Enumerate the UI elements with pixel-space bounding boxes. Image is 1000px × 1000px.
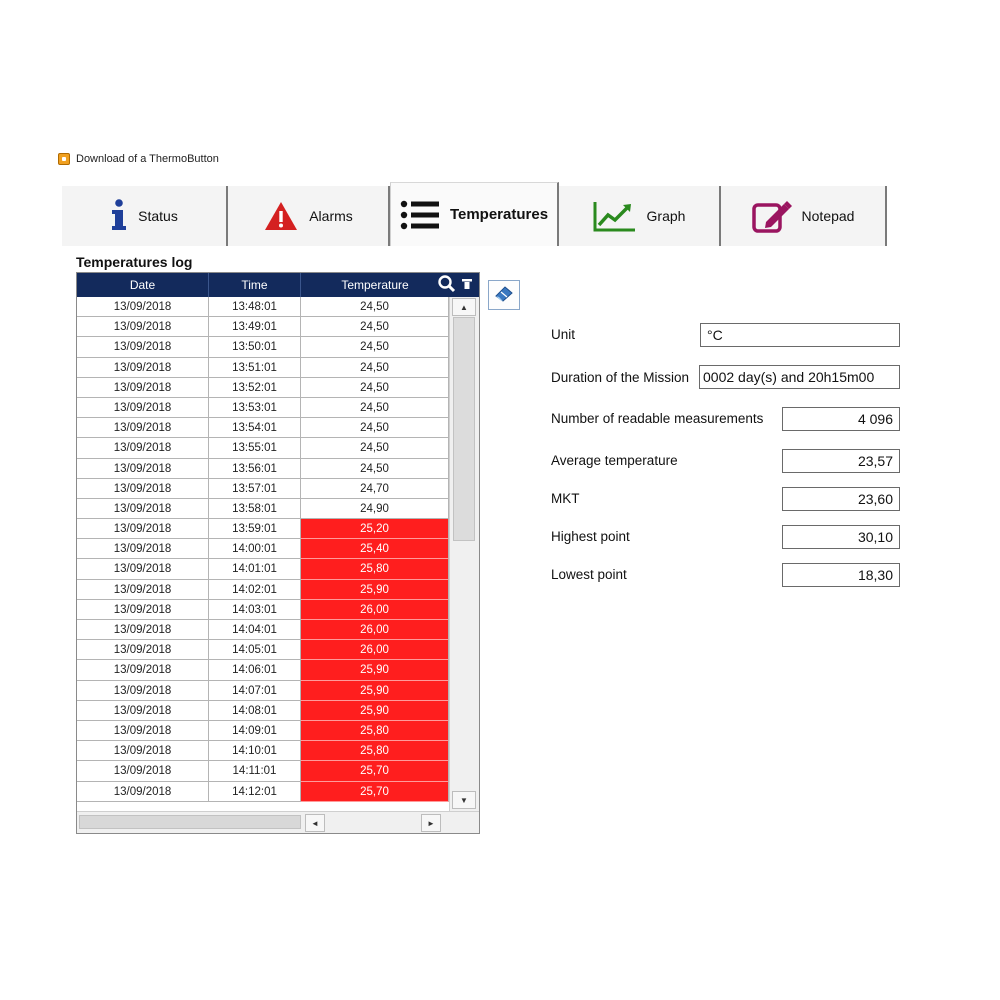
time-cell: 13:49:01 [209,317,301,337]
table-row[interactable] [77,660,449,680]
table-row[interactable] [77,701,449,721]
temperature-cell: 26,00 [301,640,449,660]
window-title: Download of a ThermoButton [76,153,219,165]
temperature-cell: 24,50 [301,418,449,438]
clear-button[interactable] [488,280,520,310]
scroll-thumb[interactable] [453,317,475,541]
table-row[interactable] [77,741,449,761]
lowest-point-field[interactable]: 18,30 [782,563,900,587]
time-cell: 13:56:01 [209,459,301,479]
date-cell: 13/09/2018 [77,640,209,660]
temperature-cell: 24,50 [301,398,449,418]
temperature-cell: 24,50 [301,297,449,317]
tab-graph[interactable] [559,186,721,246]
date-cell: 13/09/2018 [77,438,209,458]
edit-note-icon [752,199,792,233]
vertical-scrollbar[interactable] [449,297,479,811]
time-cell: 13:55:01 [209,438,301,458]
temperature-cell: 25,80 [301,741,449,761]
app-icon [58,153,70,165]
table-row[interactable] [77,519,449,539]
table-row[interactable] [77,358,449,378]
info-icon [110,199,128,233]
tab-label: Alarms [309,208,353,224]
tab-label: Temperatures [449,206,549,223]
time-cell: 14:10:01 [209,741,301,761]
highest-point-field[interactable]: 30,10 [782,525,900,549]
date-cell: 13/09/2018 [77,701,209,721]
table-row[interactable] [77,721,449,741]
date-cell: 13/09/2018 [77,337,209,357]
table-row[interactable] [77,600,449,620]
readable-measurements-field[interactable]: 4 096 [782,407,900,431]
highest-point-label: Highest point [551,529,630,544]
line-chart-icon [593,200,637,232]
tab-status[interactable] [62,186,228,246]
date-cell: 13/09/2018 [77,499,209,519]
table-row[interactable] [77,539,449,559]
date-cell: 13/09/2018 [77,539,209,559]
date-cell: 13/09/2018 [77,297,209,317]
unit-label: Unit [551,327,576,342]
scroll-left-button[interactable]: ◄ [305,814,325,832]
date-cell: 13/09/2018 [77,479,209,499]
date-cell: 13/09/2018 [77,741,209,761]
temperature-cell: 25,90 [301,580,449,600]
date-cell: 13/09/2018 [77,378,209,398]
temperature-cell: 25,70 [301,782,449,802]
list-icon [400,199,440,231]
search-icon[interactable] [437,275,457,296]
temperatures-panel [58,246,950,858]
time-cell: 13:54:01 [209,418,301,438]
tab-alarms[interactable] [228,186,390,246]
date-cell: 13/09/2018 [77,681,209,701]
table-row[interactable] [77,398,449,418]
temperature-cell: 25,90 [301,701,449,721]
temperature-cell: 25,90 [301,660,449,680]
time-cell: 14:11:01 [209,761,301,781]
table-row[interactable] [77,378,449,398]
tab-label: Graph [646,208,686,224]
table-row[interactable] [77,337,449,357]
table-row[interactable] [77,640,449,660]
table-row[interactable] [77,761,449,781]
table-row[interactable] [77,580,449,600]
date-cell: 13/09/2018 [77,317,209,337]
time-cell: 13:52:01 [209,378,301,398]
tab-label: Status [138,208,178,224]
readable-measurements-label: Number of readable measurements [551,411,764,426]
time-cell: 13:50:01 [209,337,301,357]
tab-label: Notepad [801,208,855,224]
temperatures-log-table [76,272,480,834]
table-row[interactable] [77,459,449,479]
filter-icon[interactable] [461,278,473,293]
horizontal-scroll-thumb[interactable] [79,815,301,829]
time-cell: 14:09:01 [209,721,301,741]
time-cell: 14:12:01 [209,782,301,802]
temperature-cell: 24,50 [301,378,449,398]
time-cell: 14:08:01 [209,701,301,721]
temperature-cell: 25,70 [301,761,449,781]
time-cell: 13:53:01 [209,398,301,418]
lowest-point-label: Lowest point [551,567,627,582]
horizontal-scrollbar[interactable] [77,811,479,833]
temperature-cell: 24,70 [301,479,449,499]
time-cell: 14:05:01 [209,640,301,660]
temperature-cell: 24,50 [301,459,449,479]
table-row[interactable] [77,782,449,802]
scroll-up-button[interactable]: ▲ [452,298,476,316]
table-row[interactable] [77,418,449,438]
column-header-time[interactable]: Time [209,273,301,297]
time-cell: 13:57:01 [209,479,301,499]
duration-field[interactable]: 0002 day(s) and 20h15m00 [699,365,900,389]
date-cell: 13/09/2018 [77,398,209,418]
date-cell: 13/09/2018 [77,418,209,438]
temperature-cell: 24,50 [301,337,449,357]
time-cell: 13:59:01 [209,519,301,539]
section-title: Temperatures log [76,254,193,270]
duration-label: Duration of the Mission [551,370,690,385]
time-cell: 13:48:01 [209,297,301,317]
temperature-cell: 25,80 [301,559,449,579]
table-row[interactable] [77,479,449,499]
time-cell: 14:00:01 [209,539,301,559]
date-cell: 13/09/2018 [77,660,209,680]
date-cell: 13/09/2018 [77,519,209,539]
table-row[interactable] [77,499,449,519]
table-row[interactable] [77,317,449,337]
date-cell: 13/09/2018 [77,459,209,479]
thermobutton-window [58,148,950,858]
date-cell: 13/09/2018 [77,620,209,640]
date-cell: 13/09/2018 [77,358,209,378]
temperature-cell: 25,40 [301,539,449,559]
temperature-cell: 24,90 [301,499,449,519]
date-cell: 13/09/2018 [77,559,209,579]
time-cell: 14:02:01 [209,580,301,600]
temperature-cell: 25,20 [301,519,449,539]
table-row[interactable] [77,559,449,579]
tab-temperatures[interactable] [390,182,559,246]
scroll-right-button[interactable]: ► [421,814,441,832]
scroll-down-button[interactable]: ▼ [452,791,476,809]
average-temperature-field[interactable]: 23,57 [782,449,900,473]
time-cell: 14:07:01 [209,681,301,701]
title-bar [58,151,219,167]
tab-notepad[interactable] [721,186,887,246]
unit-field[interactable]: °C [700,323,900,347]
date-cell: 13/09/2018 [77,600,209,620]
time-cell: 14:04:01 [209,620,301,640]
time-cell: 13:51:01 [209,358,301,378]
time-cell: 14:03:01 [209,600,301,620]
date-cell: 13/09/2018 [77,782,209,802]
eraser-icon [493,284,515,307]
mkt-field[interactable]: 23,60 [782,487,900,511]
temperature-cell: 25,80 [301,721,449,741]
date-cell: 13/09/2018 [77,580,209,600]
average-temperature-label: Average temperature [551,453,678,468]
table-body [77,297,449,811]
date-cell: 13/09/2018 [77,761,209,781]
column-header-temperature[interactable]: Temperature [341,278,409,292]
temperature-cell: 26,00 [301,620,449,640]
temperature-cell: 24,50 [301,317,449,337]
header-tools [437,275,473,296]
table-row[interactable] [77,297,449,317]
table-row[interactable] [77,620,449,640]
mkt-label: MKT [551,491,580,506]
time-cell: 14:01:01 [209,559,301,579]
time-cell: 13:58:01 [209,499,301,519]
table-row[interactable] [77,438,449,458]
column-header-date[interactable]: Date [77,273,209,297]
temperature-cell: 26,00 [301,600,449,620]
temperature-cell: 24,50 [301,438,449,458]
temperature-cell: 24,50 [301,358,449,378]
temperature-cell: 25,90 [301,681,449,701]
date-cell: 13/09/2018 [77,721,209,741]
table-row[interactable] [77,681,449,701]
time-cell: 14:06:01 [209,660,301,680]
warning-icon [263,200,299,232]
table-header [77,273,479,297]
